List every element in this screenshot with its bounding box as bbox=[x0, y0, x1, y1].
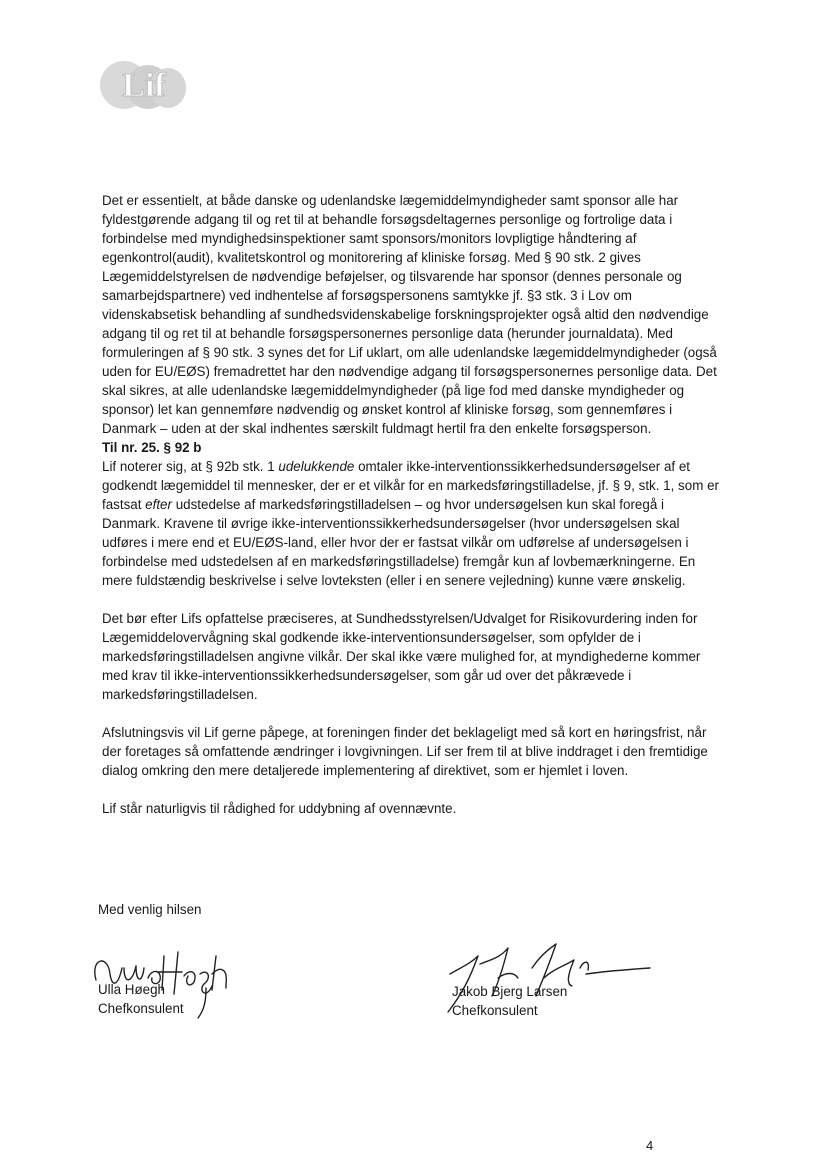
signatory-right bbox=[452, 982, 567, 1020]
paragraph-data-access: Det er essentielt, at både danske og udenlandske lægemiddelmyndigheder samt sponsor alle har fyldestgørende adgang til og ret til at behandle forsøgsdeltagernes personlige og fortrolige data i forbindelse med myndighedsinspektioner samt sponsors/monitors lovpligtige håndtering af egenkontrol(audit), kvalitetskontrol og monitorering af kliniske forsøg. Med § 90 stk. 2 gives Lægemiddelstyrelsen de nødvendige beføjelser, og tilsvarende har sponsor (dennes personale og samarbejdspartnere) ved indhentelse af forsøgspersonens samtykke jf. §3 stk. 3 i Lov om videnskabsetisk behandling af sundhedsvidenskabelige forskningsprojekter også altid den nødvendige adgang til og ret til at behandle forsøgspersonernes personlige data (herunder journaldata). Med formuleringen af § 90 stk. 3 synes det for Lif uklart, om alle udenlandske lægemiddelmyndigheder (også uden for EU/EØS) fremadrettet har den nødvendige adgang til forsøgspersonernes personlige data. Det skal sikres, at alle udenlandske lægemiddelmyndigheder (på lige fod med danske myndigheder og sponsor) let kan gennemføre nødvendig og ønsket kontrol af kliniske forsøg, som gennemføres i Danmark – uden at der skal indhentes særskilt fuldmagt hertil fra den enkelte forsøgsperson. bbox=[102, 193, 717, 436]
section-heading: Til nr. 25. § 92 b bbox=[102, 440, 202, 455]
signatory-left bbox=[98, 980, 184, 1018]
letter-body bbox=[102, 191, 722, 818]
signatory-name: Jakob Bjerg Larsen bbox=[452, 984, 568, 999]
paragraph-conclusion: Afslutningsvis vil Lif gerne påpege, at foreningen finder det beklageligt med så kort en høringsfrist, når der foretages så omfattende ændringer i lovgivningen. Lif ser frem til at blive inddraget i den fremtidige dialog omkring den mere detaljerede implementering af direktivet, som er hjemlet i loven. bbox=[102, 725, 708, 778]
paragraph-approval: Det bør efter Lifs opfattelse præciseres, at Sundhedsstyrelsen/Udvalget for Risikovurdering inden for Lægemiddelovervågning skal godkende ikke-interventionsundersøgelser, som opfylder de i markedsføringstilladelsen angivne vilkår. Der skal ikke være mulighed for, at myndighederne kommer med krav til ikke-interventionssikkerhedsundersøgelser, som går ud over det påkrævede i markedsføringstilladelsen. bbox=[102, 611, 701, 702]
lif-logo bbox=[98, 58, 190, 112]
logo-text: Lif bbox=[122, 67, 166, 104]
page-number: 4 bbox=[646, 1138, 654, 1153]
paragraph-availability: Lif står naturligvis til rådighed for uddybning af ovennævnte. bbox=[102, 801, 457, 816]
signatory-title: Chefkonsulent bbox=[98, 1001, 184, 1016]
paragraph-92b: Lif noterer sig, at § 92b stk. 1 udelukkende omtaler ikke-interventionssikkerhedsundersøgelser af et godkendt lægemiddel til mennesker, der er et vilkår for en markedsføringstilladelse, jf. § 9, stk. 1, som er fastsat efter udstedelse af markedsføringstilladelsen – og hvor undersøgelsen kun skal foregå i Danmark. Kravene til øvrige ikke-interventionssikkerhedsundersøgelser (hvor undersøgelsen skal udføres i mere end et EU/EØS-land, eller hvor der er fastsat vilkår om udførelse af undersøgelsen i forbindelse med udstedelsen af en markedsføringstilladelse) fremgår kun af lovbemærkningerne. En mere fuldstændig beskrivelse i selve lovteksten (eller i en senere vejledning) kunne være ønskelig. bbox=[102, 459, 719, 588]
signatory-title: Chefkonsulent bbox=[452, 1003, 538, 1018]
closing-salutation: Med venlig hilsen bbox=[98, 902, 202, 917]
signatory-name: Ulla Høegh bbox=[98, 982, 165, 997]
